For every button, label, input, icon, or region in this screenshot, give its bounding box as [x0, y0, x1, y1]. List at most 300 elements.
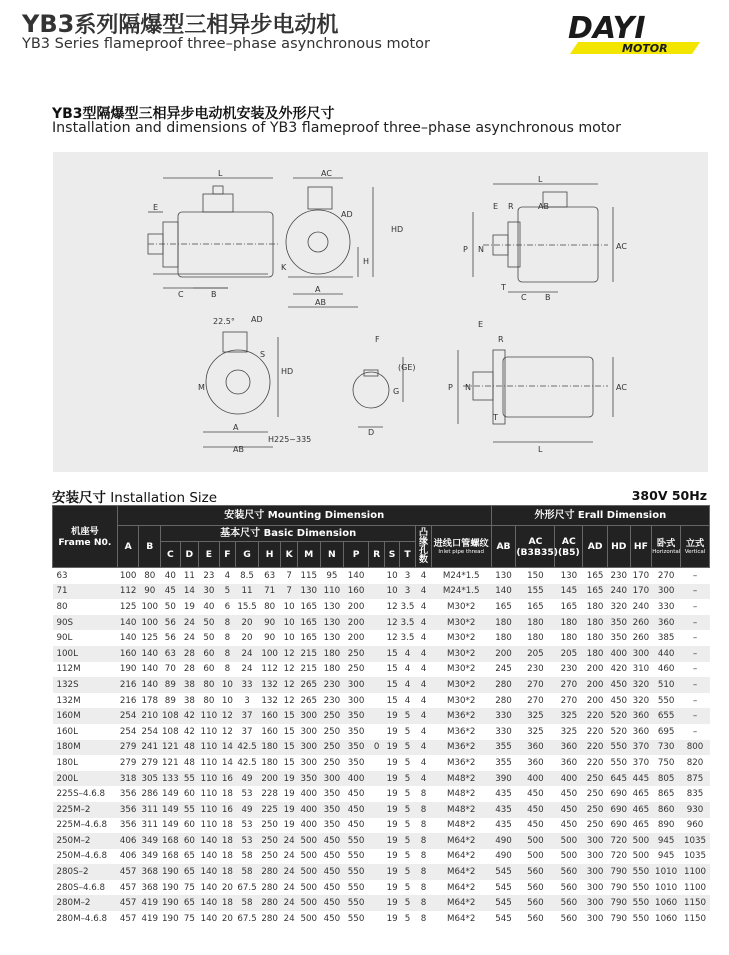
value-cell: 100 [139, 599, 161, 615]
table-row [53, 693, 710, 709]
value-cell: 5 [399, 818, 415, 834]
dim-S-3: S [260, 350, 266, 359]
value-cell: 560 [516, 911, 555, 927]
value-cell: 450 [344, 802, 369, 818]
value-cell: 19 [385, 802, 399, 818]
table-row [53, 599, 710, 615]
value-cell: 180 [258, 740, 281, 756]
value-cell: 260 [630, 630, 652, 646]
value-cell: 60 [199, 646, 220, 662]
value-cell: 65 [180, 864, 199, 880]
dim-AD-3: AD [251, 315, 263, 324]
value-cell: 875 [681, 771, 710, 787]
value-cell: 10 [281, 599, 297, 615]
value-cell: 230 [320, 693, 344, 709]
value-cell: 286 [139, 786, 161, 802]
value-cell: 12 [281, 646, 297, 662]
value-cell: 245 [491, 662, 516, 678]
value-cell: M36*2 [431, 724, 491, 740]
value-cell: 180 [491, 615, 516, 631]
value-cell [368, 880, 384, 896]
value-cell: 15.5 [236, 599, 259, 615]
value-cell: 370 [630, 755, 652, 771]
value-cell: 5 [399, 802, 415, 818]
value-cell: 165 [583, 584, 608, 600]
value-cell: – [681, 662, 710, 678]
value-cell: 250 [344, 662, 369, 678]
col-M: M [297, 542, 320, 568]
value-cell: 8 [416, 911, 431, 927]
value-cell: 325 [516, 724, 555, 740]
value-cell: M36*2 [431, 740, 491, 756]
value-cell: 419 [139, 911, 161, 927]
value-cell: 250 [583, 771, 608, 787]
frame-cell: 200L [53, 771, 118, 787]
value-cell: 545 [491, 911, 516, 927]
value-cell: 300 [583, 833, 608, 849]
value-cell: 550 [607, 740, 630, 756]
table-row [53, 662, 710, 678]
value-cell: 420 [607, 662, 630, 678]
value-cell: 4 [416, 630, 431, 646]
value-cell [368, 615, 384, 631]
value-cell: 160 [258, 708, 281, 724]
value-cell: 50 [199, 615, 220, 631]
dim-AB-2: AB [538, 202, 549, 211]
table-row [53, 584, 710, 600]
value-cell: – [681, 584, 710, 600]
value-cell: 180 [258, 755, 281, 771]
value-cell: M64*2 [431, 864, 491, 880]
table-row [53, 895, 710, 911]
value-cell: 7 [281, 584, 297, 600]
value-cell: 350 [320, 802, 344, 818]
value-cell: 240 [607, 584, 630, 600]
dim-L-5: L [538, 445, 543, 454]
value-cell: 349 [139, 833, 161, 849]
value-cell: 112 [117, 584, 139, 600]
value-cell [368, 849, 384, 865]
value-cell: 0 [368, 740, 384, 756]
value-cell: 690 [607, 802, 630, 818]
value-cell: 400 [516, 771, 555, 787]
value-cell: 254 [139, 724, 161, 740]
value-cell: 560 [516, 864, 555, 880]
value-cell: 500 [555, 849, 583, 865]
value-cell: 500 [297, 895, 320, 911]
value-cell: 550 [344, 833, 369, 849]
value-cell: 58 [236, 864, 259, 880]
value-cell: 216 [117, 677, 139, 693]
value-cell: 4 [416, 740, 431, 756]
dim-C-2: C [521, 293, 527, 302]
value-cell: 89 [161, 693, 181, 709]
value-cell: 4 [416, 724, 431, 740]
value-cell: 465 [630, 786, 652, 802]
value-cell: 350 [344, 740, 369, 756]
dim-AC-2: AC [616, 242, 627, 251]
value-cell: 63 [258, 568, 281, 584]
col-AC2-sub: (B5) [557, 546, 580, 558]
value-cell: 11 [236, 584, 259, 600]
value-cell [368, 911, 384, 927]
value-cell: 19 [281, 818, 297, 834]
col-P: P [344, 542, 369, 568]
value-cell: 24 [180, 630, 199, 646]
value-cell: M30*2 [431, 662, 491, 678]
col-R: R [368, 542, 384, 568]
dim-A-1: A [315, 285, 321, 294]
value-cell: 270 [516, 677, 555, 693]
value-cell: 406 [117, 833, 139, 849]
value-cell: 19 [385, 755, 399, 771]
value-cell: 450 [320, 833, 344, 849]
value-cell: 4 [416, 755, 431, 771]
col-vertical-en: Vertical [684, 549, 706, 555]
table-row [53, 786, 710, 802]
value-cell: 270 [555, 677, 583, 693]
frame-cell: 90L [53, 630, 118, 646]
value-cell: 550 [344, 895, 369, 911]
value-cell: 110 [199, 771, 220, 787]
value-cell: 67.5 [236, 911, 259, 927]
value-cell: 132 [258, 693, 281, 709]
value-cell: M48*2 [431, 802, 491, 818]
value-cell: 250 [258, 833, 281, 849]
value-cell: 460 [652, 662, 681, 678]
value-cell: 50 [161, 599, 181, 615]
value-cell: 19 [385, 724, 399, 740]
value-cell: 4 [399, 677, 415, 693]
value-cell: 400 [344, 771, 369, 787]
dim-HD-3: HD [281, 367, 294, 376]
value-cell: 520 [607, 724, 630, 740]
value-cell: M64*2 [431, 880, 491, 896]
value-cell: 165 [297, 599, 320, 615]
value-cell: 180 [555, 630, 583, 646]
value-cell: 20 [219, 911, 235, 927]
value-cell: 130 [297, 584, 320, 600]
value-cell: 560 [516, 880, 555, 896]
value-cell: 14 [180, 584, 199, 600]
inlet-header-cn: 进线口管螺纹 [433, 538, 489, 549]
value-cell: 149 [161, 786, 181, 802]
value-cell: 15 [385, 693, 399, 709]
value-cell: 14 [219, 740, 235, 756]
value-cell: 550 [630, 911, 652, 927]
value-cell: – [681, 693, 710, 709]
value-cell: 250 [320, 740, 344, 756]
value-cell: 360 [555, 740, 583, 756]
value-cell: 8 [416, 786, 431, 802]
table-row [53, 677, 710, 693]
value-cell: 500 [630, 833, 652, 849]
table-row [53, 708, 710, 724]
value-cell [368, 786, 384, 802]
value-cell: M30*2 [431, 599, 491, 615]
value-cell: 180 [583, 615, 608, 631]
value-cell: 10 [281, 615, 297, 631]
value-cell: 450 [555, 786, 583, 802]
value-cell: 406 [117, 849, 139, 865]
value-cell: 55 [180, 802, 199, 818]
value-cell: 300 [583, 849, 608, 865]
page-title-en: YB3 Series flameproof three–phase asynchronous motor [22, 36, 430, 52]
table-body [53, 568, 710, 927]
value-cell: 5 [399, 724, 415, 740]
value-cell: 24 [180, 615, 199, 631]
value-cell [368, 646, 384, 662]
value-cell: M30*2 [431, 615, 491, 631]
value-cell: 457 [117, 880, 139, 896]
value-cell: 790 [607, 895, 630, 911]
value-cell: 305 [139, 771, 161, 787]
value-cell: 690 [607, 786, 630, 802]
frame-cell: 100L [53, 646, 118, 662]
value-cell: 350 [320, 818, 344, 834]
value-cell: 450 [607, 677, 630, 693]
col-D: D [180, 542, 199, 568]
value-cell: 180 [320, 646, 344, 662]
value-cell: 205 [555, 646, 583, 662]
value-cell: 349 [139, 849, 161, 865]
table-row [53, 771, 710, 787]
value-cell: 190 [161, 880, 181, 896]
value-cell: 241 [139, 740, 161, 756]
frame-cell: 132M [53, 693, 118, 709]
value-cell: 65 [180, 895, 199, 911]
value-cell: 457 [117, 911, 139, 927]
value-cell: M30*2 [431, 646, 491, 662]
value-cell: 400 [555, 771, 583, 787]
title-model: YB3 [22, 10, 75, 38]
value-cell: 4 [219, 568, 235, 584]
value-cell: 19 [281, 771, 297, 787]
col-HD: HD [607, 526, 630, 568]
frame-cell: 180L [53, 755, 118, 771]
value-cell: 15 [385, 662, 399, 678]
value-cell: M30*2 [431, 630, 491, 646]
value-cell: 790 [607, 864, 630, 880]
value-cell: 450 [555, 818, 583, 834]
value-cell: M48*2 [431, 771, 491, 787]
value-cell: 8 [416, 802, 431, 818]
value-cell: 12 [385, 599, 399, 615]
value-cell: 10 [385, 584, 399, 600]
value-cell: 24 [236, 662, 259, 678]
install-size-title [52, 486, 217, 506]
value-cell: 108 [161, 724, 181, 740]
frame-cell: 225S–4.6.8 [53, 786, 118, 802]
value-cell: 42 [180, 724, 199, 740]
value-cell: 310 [630, 662, 652, 678]
value-cell: 250 [258, 818, 281, 834]
value-cell: 140 [139, 662, 161, 678]
value-cell: 360 [516, 740, 555, 756]
dim-A-3: A [233, 423, 239, 432]
value-cell: 350 [344, 755, 369, 771]
value-cell: 300 [297, 740, 320, 756]
dim-N-2: N [478, 245, 484, 254]
dimension-drawings [53, 152, 708, 472]
value-cell: 960 [681, 818, 710, 834]
value-cell: 800 [681, 740, 710, 756]
value-cell: 8 [416, 818, 431, 834]
value-cell: 24 [281, 895, 297, 911]
frame-header [53, 506, 118, 568]
value-cell: 140 [139, 677, 161, 693]
value-cell: 350 [607, 630, 630, 646]
value-cell [368, 755, 384, 771]
value-cell: 230 [320, 677, 344, 693]
value-cell: 3.5 [399, 630, 415, 646]
dim-T-5: T [493, 413, 498, 422]
value-cell: 20 [219, 880, 235, 896]
value-cell: 550 [344, 849, 369, 865]
dim-L-1: L [218, 169, 223, 178]
value-cell: 545 [491, 880, 516, 896]
value-cell: 130 [320, 615, 344, 631]
value-cell: 300 [583, 880, 608, 896]
value-cell: 945 [652, 849, 681, 865]
value-cell: 215 [297, 646, 320, 662]
value-cell: 125 [139, 630, 161, 646]
value-cell: 250 [344, 646, 369, 662]
value-cell: 190 [161, 895, 181, 911]
value-cell: 225 [258, 802, 281, 818]
value-cell: 720 [607, 849, 630, 865]
frame-cell: 250M–4.6.8 [53, 849, 118, 865]
value-cell: 318 [117, 771, 139, 787]
value-cell: 500 [297, 864, 320, 880]
value-cell: 180 [516, 615, 555, 631]
value-cell: 645 [607, 771, 630, 787]
value-cell: 330 [491, 724, 516, 740]
value-cell: 19 [385, 740, 399, 756]
value-cell [368, 708, 384, 724]
value-cell: 89 [161, 677, 181, 693]
value-cell: 360 [630, 708, 652, 724]
inlet-header [431, 526, 491, 568]
value-cell: 350 [344, 708, 369, 724]
value-cell: 15 [385, 677, 399, 693]
flange-holes-header: 凸缘孔数 [416, 526, 431, 568]
value-cell: 4 [416, 599, 431, 615]
dim-H-1: H [363, 257, 370, 266]
value-cell: 48 [180, 755, 199, 771]
value-cell: 24 [281, 911, 297, 927]
value-cell: 165 [491, 599, 516, 615]
value-cell: 19 [385, 895, 399, 911]
value-cell: 350 [344, 724, 369, 740]
value-cell: 10 [281, 630, 297, 646]
value-cell: 53 [236, 833, 259, 849]
value-cell: 170 [630, 568, 652, 584]
dim-E-2: E [493, 202, 499, 211]
value-cell: 90 [258, 615, 281, 631]
value-cell: 30 [199, 584, 220, 600]
value-cell: 790 [607, 880, 630, 896]
col-E: E [199, 542, 220, 568]
value-cell: 1150 [681, 911, 710, 927]
value-cell: 8 [416, 833, 431, 849]
value-cell: 5 [399, 911, 415, 927]
value-cell: 490 [491, 849, 516, 865]
value-cell: 220 [583, 755, 608, 771]
value-cell: 165 [516, 599, 555, 615]
value-cell: 300 [344, 677, 369, 693]
value-cell: 4 [399, 662, 415, 678]
value-cell: 450 [320, 880, 344, 896]
value-cell: 49 [236, 802, 259, 818]
value-cell: 8 [219, 646, 235, 662]
value-cell: 180 [583, 630, 608, 646]
value-cell: 1010 [652, 880, 681, 896]
value-cell: 19 [385, 880, 399, 896]
value-cell: 450 [516, 818, 555, 834]
value-cell: 16 [219, 771, 235, 787]
value-cell: 450 [555, 802, 583, 818]
value-cell: 311 [139, 818, 161, 834]
value-cell: 300 [583, 895, 608, 911]
dim-R-5: R [498, 335, 504, 344]
value-cell [368, 833, 384, 849]
value-cell: 168 [161, 849, 181, 865]
value-cell: 4 [416, 677, 431, 693]
value-cell: 65 [180, 849, 199, 865]
frame-cell: 160M [53, 708, 118, 724]
value-cell: 550 [607, 755, 630, 771]
section-title-cn: YB3型隔爆型三相异步电动机安装及外形尺寸 [52, 106, 335, 122]
col-HF: HF [630, 526, 652, 568]
value-cell: 500 [555, 833, 583, 849]
value-cell: 325 [555, 724, 583, 740]
value-cell: 53 [236, 818, 259, 834]
value-cell: 11 [180, 568, 199, 584]
value-cell: 40 [161, 568, 181, 584]
value-cell: 10 [385, 568, 399, 584]
frame-cell: 80 [53, 599, 118, 615]
value-cell: 520 [607, 708, 630, 724]
value-cell: 279 [117, 755, 139, 771]
value-cell: 5 [399, 786, 415, 802]
value-cell: 145 [555, 584, 583, 600]
value-cell: 220 [583, 740, 608, 756]
value-cell [368, 599, 384, 615]
page-title-cn [22, 8, 338, 39]
value-cell: 210 [139, 708, 161, 724]
mounting-header: 安装尺寸 Mounting Dimension [117, 506, 491, 526]
value-cell: 28 [180, 646, 199, 662]
value-cell: 550 [630, 895, 652, 911]
value-cell: 100 [117, 568, 139, 584]
title-cn-text: 系列隔爆型三相异步电动机 [74, 13, 339, 38]
col-F: F [219, 542, 235, 568]
overall-header: 外形尺寸 Erall Dimension [491, 506, 709, 526]
value-cell: 49 [236, 771, 259, 787]
value-cell: 12 [385, 615, 399, 631]
table-row [53, 568, 710, 584]
value-cell: 435 [491, 802, 516, 818]
dim-K-1: K [281, 263, 287, 272]
value-cell: 360 [630, 724, 652, 740]
value-cell: 140 [199, 911, 220, 927]
col-AB: AB [491, 526, 516, 568]
basic-header: 基本尺寸 Basic Dimension [161, 526, 416, 542]
value-cell: 149 [161, 802, 181, 818]
value-cell: M64*2 [431, 849, 491, 865]
value-cell: 155 [516, 584, 555, 600]
